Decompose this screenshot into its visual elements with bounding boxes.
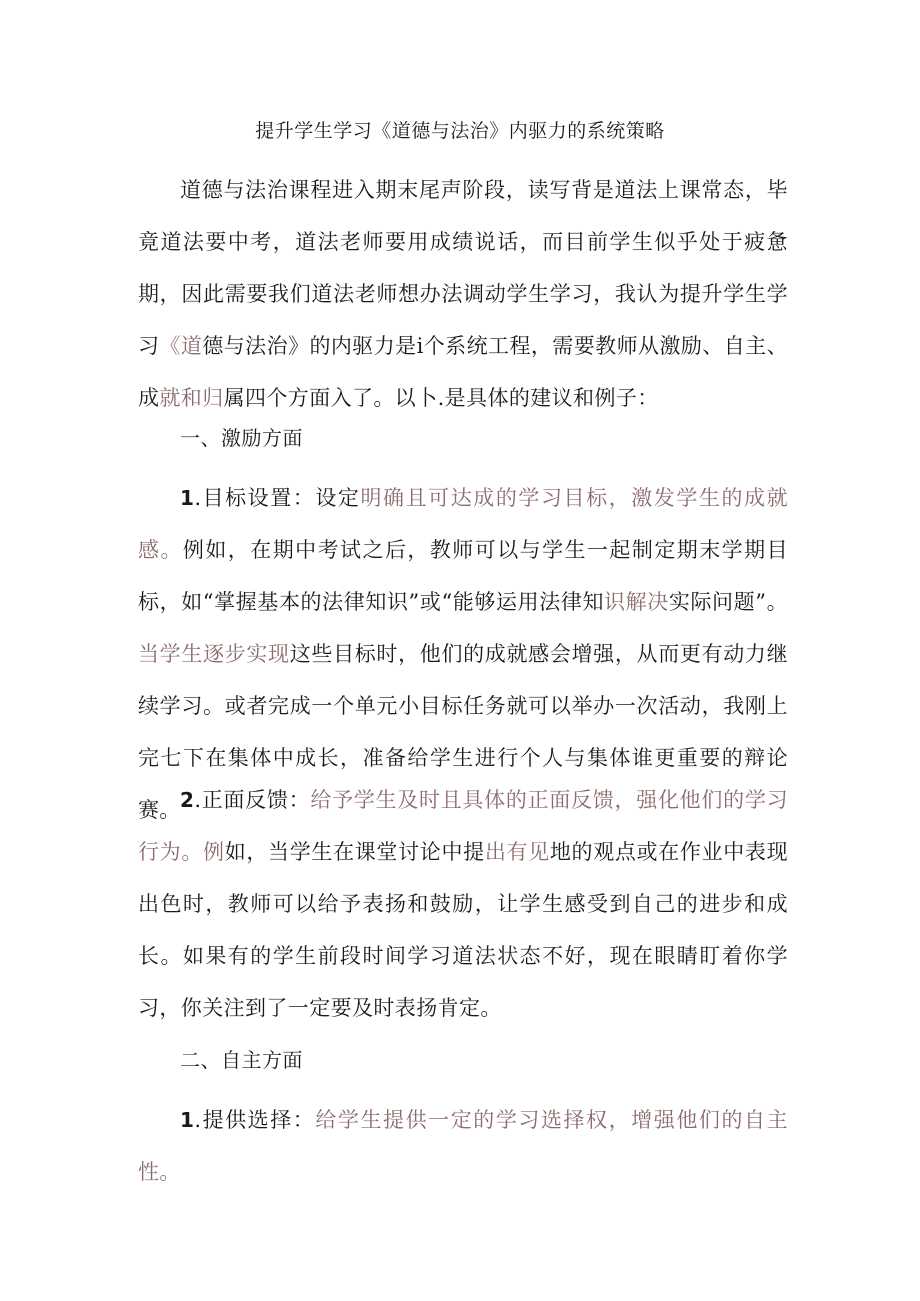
section2-item1-label: .提供选择： (194, 1108, 316, 1132)
section1-item1-text-3: 这些目标时，他们的成就感会增强，从而更有动力继续学习。或者完成一个单元小目标任务就可以举办一次活动，我刚上完七下在集体中成长，准备给学生进行个人与集体谁更重要的辩论赛。 (138, 642, 788, 822)
section1-item2-highlight-2: 出有见 (484, 840, 550, 864)
section1-item2-number: 2 (180, 788, 195, 812)
section1-item1-text-2: 实际问题”。 (668, 590, 789, 614)
intro-text-2: 德与法治》的内驱力是i个系统工程，需要教师从激励、自主、成 (138, 334, 788, 410)
section1-item2-highlight-1: 给予学生及时且具体的正面反馈，强化他们的学习行为。例 (138, 788, 788, 864)
section1-item1-number: 1 (180, 486, 195, 510)
section2-heading: 二、自主方面 (180, 1048, 303, 1072)
intro-paragraph (138, 164, 788, 424)
intro-highlight-2: 就和归 (159, 386, 224, 410)
section1-item1-text-1: 例如，在期中考试之后，教师可以与学生一起制定期末学期目标，如“掌握基本的法律知识”或“能够运用法律知 (138, 538, 788, 614)
section1-item1-highlight-3: 当学生逐步实现 (138, 642, 290, 666)
section2-item1-number: 1 (180, 1108, 195, 1132)
section1-item2-paragraph (138, 774, 788, 1034)
intro-text-1: 道德与法治课程进入期末尾声阶段，读写背是道法上课常态，毕竟道法要中考，道法老师要用成绩说话，而目前学生似乎处于疲惫期，因此需要我们道法老师想办法调动学生学习，我认为提升学生学习 (138, 178, 788, 358)
section1-item1-label: .目标设置：设定 (194, 486, 361, 510)
intro-highlight-1: 《道 (159, 334, 203, 358)
document-title: 提升学生学习《道德与法治》内驱力的系统策略 (255, 120, 665, 142)
section1-item2-text-2: 地的观点或在作业中表现出色时，教师可以给予表扬和鼓励，让学生感受到自己的进步和成长。如果有的学生前段时间学习道法状态不好，现在眼睛盯着你学习，你关注到了一定要及时表扬肯定。 (138, 840, 788, 1020)
section1-item1-highlight-1: 明确且可达成的学习目标，激发学生的成就感。 (138, 486, 788, 562)
section2-item1-highlight-1: 给学生提供一定的学习选择权，增强他们的自主性。 (138, 1108, 788, 1184)
intro-text-3: 属四个方面入了。以卜.是具体的建议和例子： (223, 386, 659, 410)
section1-item2-label: .正面反馈： (194, 788, 311, 812)
section2-item1-paragraph (138, 1094, 788, 1198)
section1-item2-text-1: 如，当学生在课堂讨论中提 (224, 840, 485, 864)
section1-item1-highlight-2: 识解决 (604, 590, 669, 614)
section1-heading: 一、激励方面 (180, 426, 303, 450)
